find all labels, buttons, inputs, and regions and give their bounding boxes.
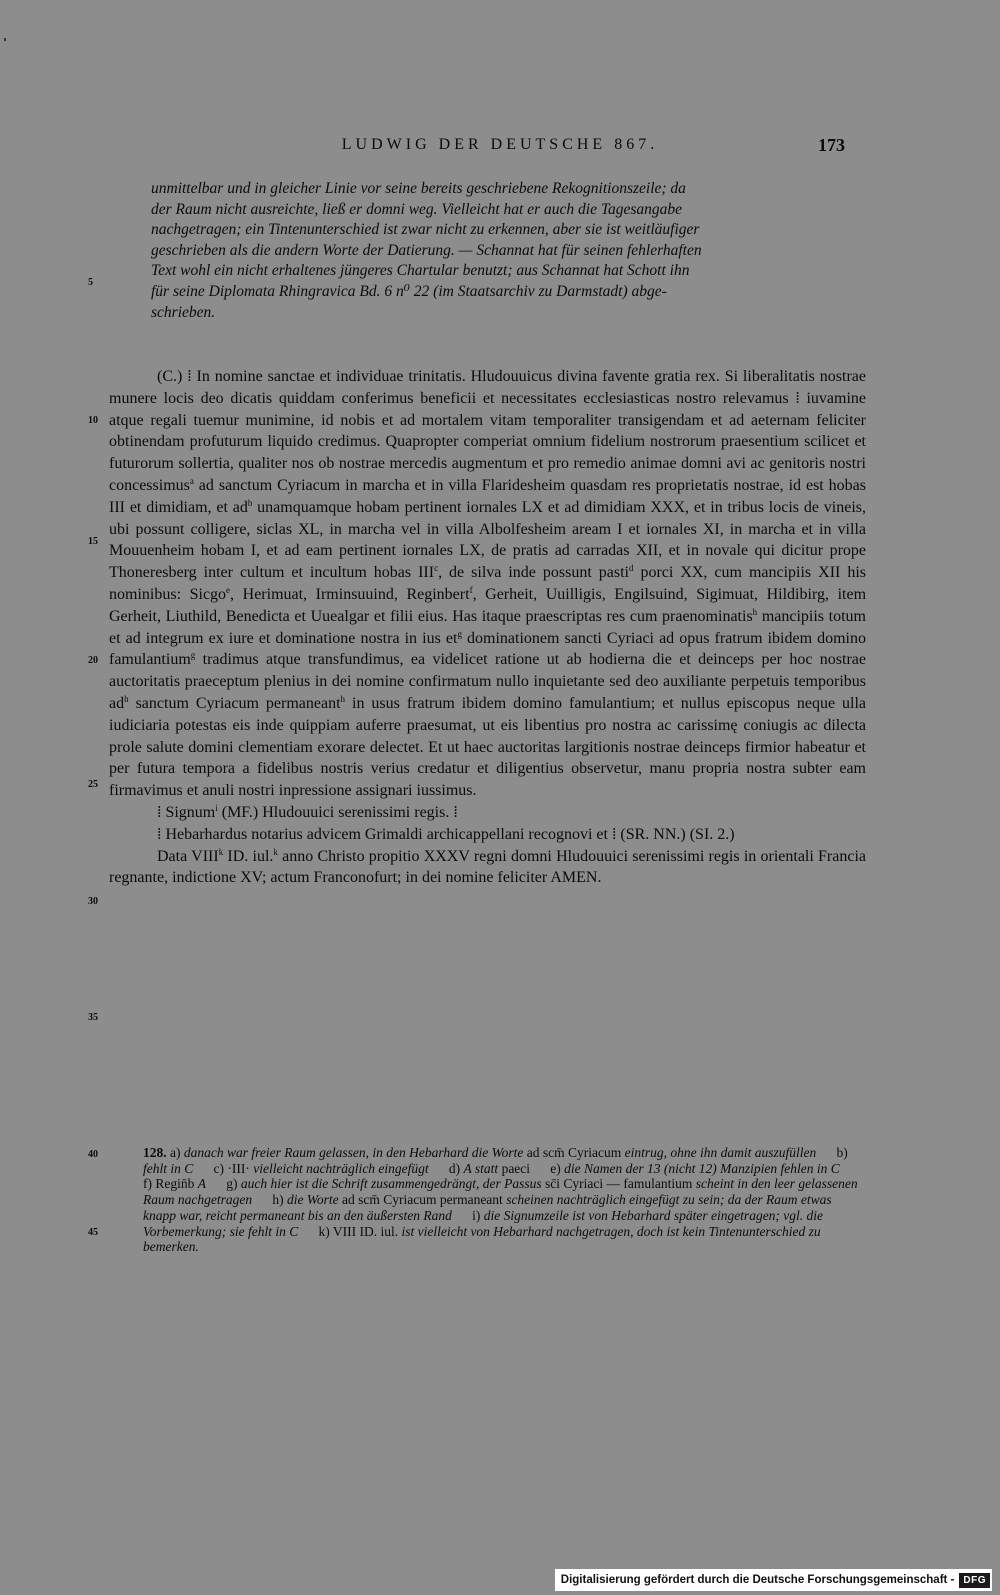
apparatus-segment: sc̄i Cyriaci — famulantium (541, 1176, 696, 1192)
line-number: 25 (88, 779, 98, 790)
apparatus-notes (143, 1145, 861, 1254)
apparatus-segment: k) VIII ID. iul. (298, 1223, 402, 1239)
line-number: 5 (88, 277, 93, 288)
line-number: 20 (88, 655, 98, 666)
running-head: LUDWIG DER DEUTSCHE 867. (341, 136, 659, 153)
remark-line: schrieben. (151, 303, 216, 321)
apparatus-segment: die Namen der 13 (nicht 12) Manzipien fehlen in C (564, 1160, 840, 1176)
apparatus-segment: ad scm̄ Cyriacum permaneant (338, 1192, 507, 1208)
remark-line: unmittelbar und in gleicher Linie vor seine bereits geschriebene Rekognitionszeile; da (151, 180, 686, 197)
apparatus-segment: ist vielleicht von Hebarhard nachgetragen, doch ist kein Tintenunterschied zu bemerken. (143, 1223, 825, 1255)
apparatus-segment: scheinen nachträglich eingefügt zu sein; da der Raum etwas knapp war, reicht permaneant bis an den äußersten Rand (143, 1192, 836, 1223)
apparatus-segment: A (197, 1176, 206, 1192)
remark-line: nachgetragen; ein Tintenunterschied ist zwar nicht zu erkennen, aber sie ist weitläufiger (151, 221, 700, 239)
apparatus-segment: a) (166, 1145, 184, 1160)
signum-line: ⁞ Signum$^i$ (MF.) Hludouuici serenissimi regis. ⁞ (157, 802, 458, 821)
apparatus-segment: vielleicht nachträglich eingefügt (253, 1160, 429, 1176)
remark-line: Text wohl ein nicht erhaltenes jüngeres Chartular benutzt; aus Schannat hat Schott ihn (151, 262, 690, 280)
dfg-banner (555, 1569, 992, 1591)
charter-text (109, 366, 866, 889)
apparatus-segment: h) (252, 1192, 287, 1208)
line-number: 35 (88, 1012, 98, 1023)
charter-body: (C.) ⁞ In nomine sanctae et individuae trinitatis. Hludouuicus divina favente gratia rex. Si liberalitatis nostrae munere locis deo dicatis quiddam conferimus beneficii et necessitates ecclesiasticas nostro relevamus ⁞ iuvamine atque regali tuemur munimine, id nobis et ad mortalem vitam temporaliter transigendam et ad aeternam feliciter obtinendam profuturum liquido credimus. Quapropter comperiat omnium fidelium nostrorum praesentium scilicet et futurorum sollertia, qualiter nos ob nostrae mercedis augmentum et pro remedio animae domni avi ac genitoris nostri concessimus$^a$ ad sanctum Cyriacum in marcha et in villa Flaridesheim quasdam res proprietatis nostrae, id est hobas III et dimidiam, et $ad^b$ unamquamque hobam pertinent iornales LX et ad dimidiam XXX, et in tribus locis de vineis, ubi possunt colligere, siclas XL, in marcha vel in villa Albolfesheim aream I et iornales XI, in marcha et in villa Mouuenheim hobam I, et ad eam pertinent iornales LX, de pratis ad carradas XII, et in novale qui dicitur prope Thoneresberg inter cultum et incultum hobas III$^c$, de silva inde possunt pasti$^d$ porci XX, cum mancipiis XII his nominibus: Sicgo$^e$, Herimuat, Irminsuuind, Reginbert$^f$, Gerheit, Uuilligis, Engilsuind, Sigimuat, Hildibirg, item Gerheit, Liuthild, Benedicta et Uuealgar et filii eius. Has itaque praescriptas res cum praenominatis$^h$ mancipiis totum et ad integrum ex iure et dominatione nostra in ius $et^g$ dominationem sancti Cyriaci ad opus fratrum ibidem domino famulantium$^g$ tradimus atque transfundimus, ea videlicet ratione ut ab hodierna die et deinceps per hoc nostrae auctoritatis praeceptum plenius in dei nomine confirmatum nullo inquietante sed deo auxiliante perpetuis temporibus $ad^h$ sanctum Cyriacum permaneant$^h$ in usus fratrum ibidem domino famulantium; et nullus episcopus neque ulla iudiciaria potestas eis inde quippiam auferre praesumat, ut eis libentius pro nostra ac carissimę coniugis ac dilecta prole salute domini clementiam exorare delectet. Et ut haec auctoritas largitionis nostrae deinceps firmior habeatur et per futura tempora a fidelibus nostris verius credatur et diligentius observetur, manu propria nostra subter eam firmavimus et anuli nostri inpressione assignari iussimus. (109, 368, 867, 800)
apparatus-segment: g) (206, 1176, 241, 1192)
apparatus-segment: b) (816, 1145, 852, 1160)
line-number: 15 (88, 536, 98, 547)
apparatus-segment: c) ·III· (193, 1160, 254, 1176)
dating-clause: Data VIII$^k$ ID. iul.$^k$ anno Christo propitio XXXV regni domni Hludouuici serenissimi regis in orientali Francia regnante, indictione XV; actum Franconofurt; in dei nomine feliciter AMEN. (109, 846, 867, 887)
line-number: 40 (88, 1149, 98, 1160)
apparatus-segment: d) (428, 1160, 464, 1176)
apparatus-segment: i) (451, 1207, 484, 1223)
apparatus-number: 128. (143, 1145, 167, 1160)
apparatus-segment: die Signumzeile ist von Hebarhard später eingetragen; vgl. die Vorbemerkung; sie fehlt in C (143, 1207, 827, 1239)
recognition-line: ⁞ Hebarhardus notarius advicem Grimaldi archicappellani recognovi et ⁞ (SR. NN.) (SI. 2.) (157, 825, 735, 843)
apparatus-segment: paeci e) (498, 1160, 565, 1176)
apparatus-segment: danach war freier Raum gelassen, in den Hebarhard die Worte (183, 1145, 524, 1160)
apparatus-segment: die Worte (286, 1192, 339, 1208)
preliminary-remark (151, 179, 866, 323)
line-number: 30 (88, 896, 98, 907)
remark-line: für seine Diplomata Rhingravica Bd. 6 n⁰ 22 (im Staatsarchiv zu Darmstadt) abge- (151, 282, 667, 300)
apparatus-segment: ad scm̄ Cyriacum (523, 1145, 625, 1160)
scan-mark (4, 38, 6, 41)
page-number: 173 (818, 135, 845, 155)
line-number: 10 (88, 415, 98, 426)
dfg-logo: DFG (959, 1573, 990, 1588)
apparatus-segment: scheint in den leer gelassenen Raum nachgetragen (143, 1176, 862, 1208)
line-number: 45 (88, 1227, 98, 1238)
banner-text: Digitalisierung gefördert durch die Deutsche Forschungsgemeinschaft - (560, 1574, 955, 1586)
apparatus-segment: f) Regin̄b (143, 1160, 860, 1192)
apparatus-segment: eintrug, ohne ihn damit auszufüllen (624, 1145, 817, 1160)
apparatus-segment: fehlt in C (143, 1160, 194, 1176)
apparatus-segment: auch hier ist die Schrift zusammengedrängt, der Passus (240, 1176, 542, 1192)
apparatus-segment: A statt (463, 1160, 499, 1176)
remark-line: geschrieben als die andern Worte der Datierung. — Schannat hat für seinen fehlerhaften (151, 241, 702, 259)
critical-apparatus (143, 1145, 866, 1255)
remark-line: der Raum nicht ausreichte, ließ er domni weg. Vielleicht hat er auch die Tagesangabe (151, 200, 683, 218)
